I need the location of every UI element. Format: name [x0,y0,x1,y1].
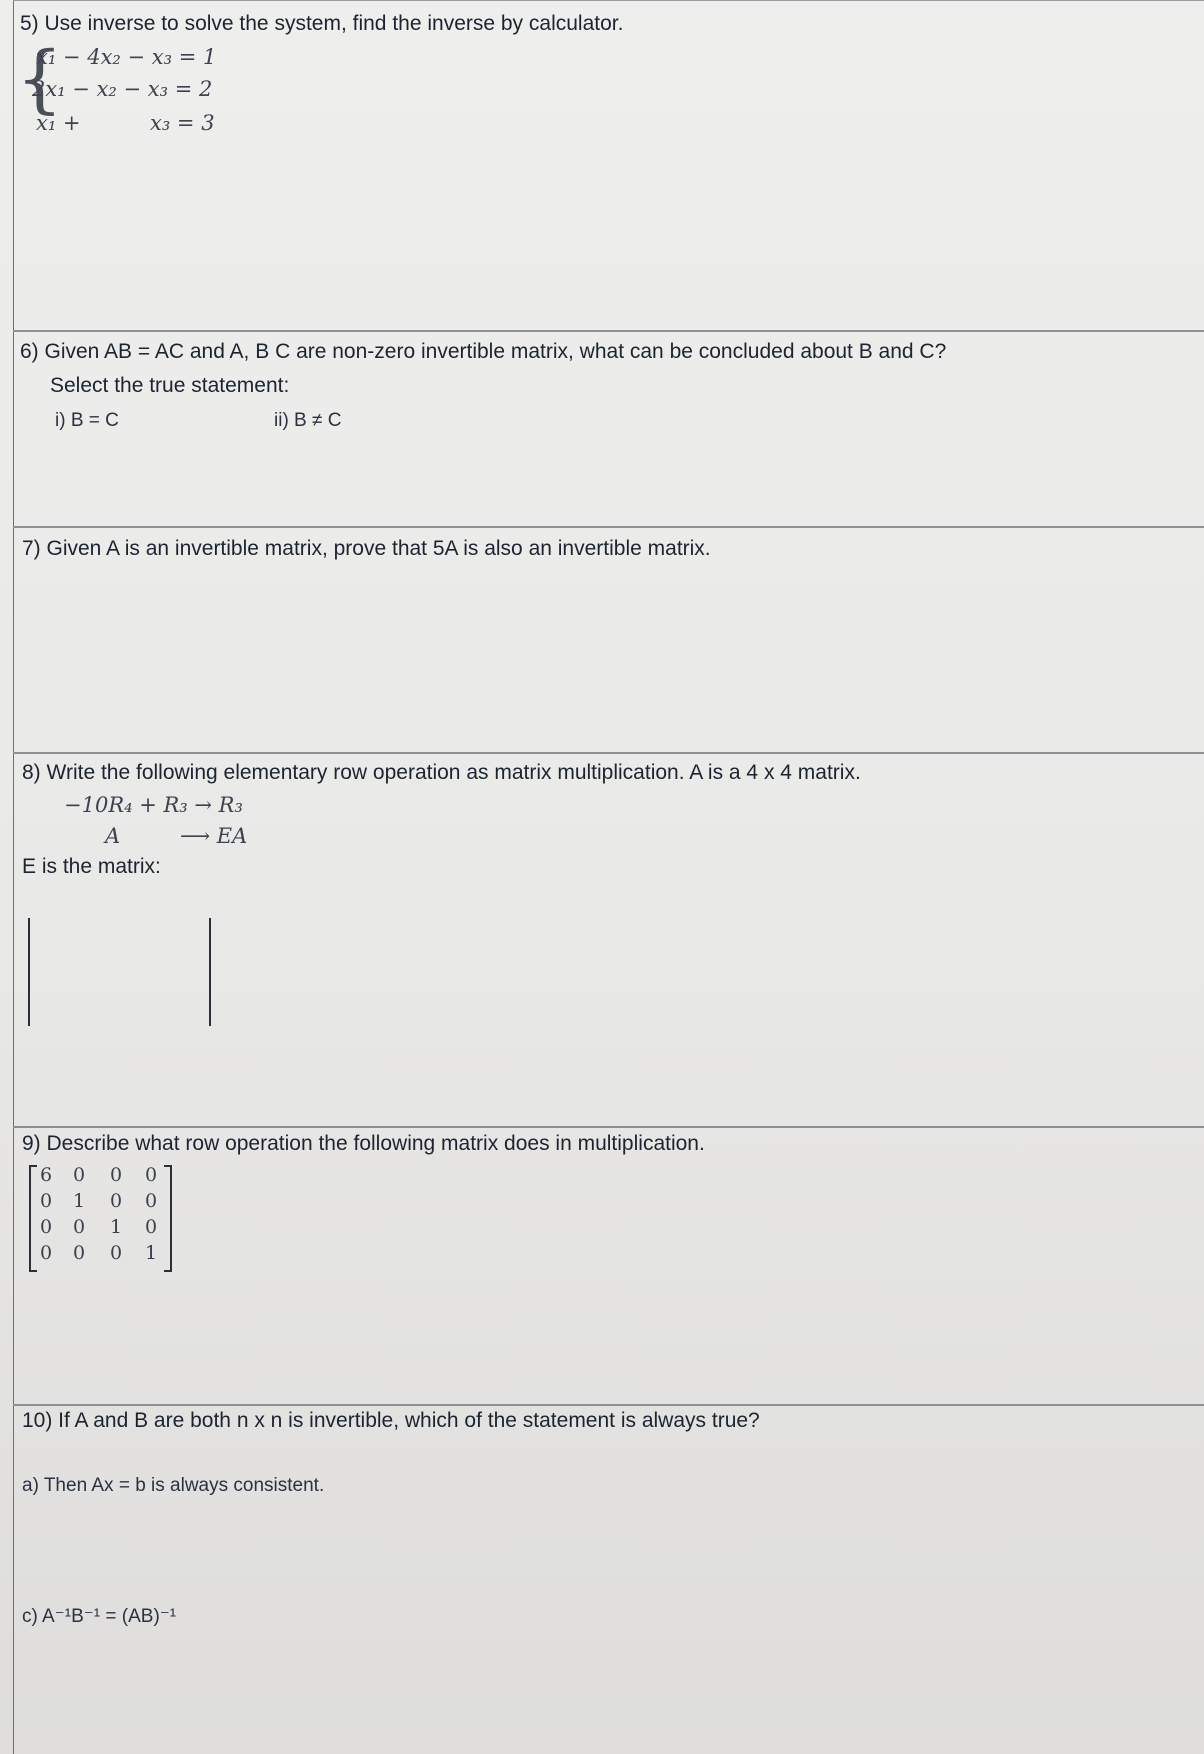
matrix-cell: 1 [109,1216,123,1238]
q6-instruction: Select the true statement: [50,374,290,397]
matrix-cell: 0 [144,1190,158,1212]
q6-prompt: 6) Given AB = AC and A, B C are non-zero invertible matrix, what can be concluded about B and C? [20,340,947,363]
q10-option-a: a) Then Ax = b is always consistent. [22,1475,325,1496]
q8-mapping-from: A [105,824,121,848]
section-divider [13,526,1204,528]
q6-option-ii: ii) B ≠ C [274,410,342,431]
q9-prompt: 9) Describe what row operation the following matrix does in multiplication. [22,1132,705,1155]
matrix-cell: 0 [72,1216,86,1238]
section-divider [13,1126,1204,1128]
matrix-cell: 0 [39,1216,53,1238]
matrix-cell: 0 [72,1242,86,1264]
section-divider [13,330,1204,332]
top-border [13,0,1204,1]
q5-equation-2: 2x₁ − x₂ − x₃ = 2 [32,77,213,101]
matrix-cell: 0 [144,1164,158,1186]
matrix-cell: 0 [39,1190,53,1212]
matrix-cell: 0 [72,1164,86,1186]
matrix-cell: 0 [109,1190,123,1212]
matrix-cell: 0 [109,1242,123,1264]
q5-equation-1: x₁ − 4x₂ − x₃ = 1 [36,45,217,69]
q8-e-label: E is the matrix: [22,855,161,878]
q8-operation: −10R₄ + R₃ → R₃ [64,793,243,817]
q5-equation-3a: x₁ + [36,111,81,135]
matrix-cell: 0 [144,1216,158,1238]
e-matrix-right-bracket [203,918,211,1026]
system-brace: { [16,36,64,122]
q8-prompt: 8) Write the following elementary row operation as matrix multiplication. A is a 4 x 4 matrix. [22,761,861,784]
q5-equation-3b: x₃ = 3 [150,111,215,135]
section-divider [13,752,1204,754]
matrix-cell: 0 [109,1164,123,1186]
q6-option-i: i) B = C [55,410,119,431]
q5-prompt: 5) Use inverse to solve the system, find the inverse by calculator. [20,12,624,35]
matrix-cell: 0 [39,1242,53,1264]
matrix-cell: 1 [72,1190,86,1212]
q7-prompt: 7) Given A is an invertible matrix, prove that 5A is also an invertible matrix. [22,537,711,560]
q9-matrix-right-bracket [164,1165,172,1272]
section-divider [13,1404,1204,1406]
q10-prompt: 10) If A and B are both n x n is invertible, which of the statement is always true? [22,1409,760,1432]
e-matrix-left-bracket [28,918,36,1026]
q8-mapping-to: ⟶ EA [180,824,248,848]
matrix-cell: 1 [144,1242,158,1264]
matrix-cell: 6 [39,1164,53,1186]
left-border [13,0,14,1754]
q10-option-c: c) A⁻¹B⁻¹ = (AB)⁻¹ [22,1606,177,1627]
